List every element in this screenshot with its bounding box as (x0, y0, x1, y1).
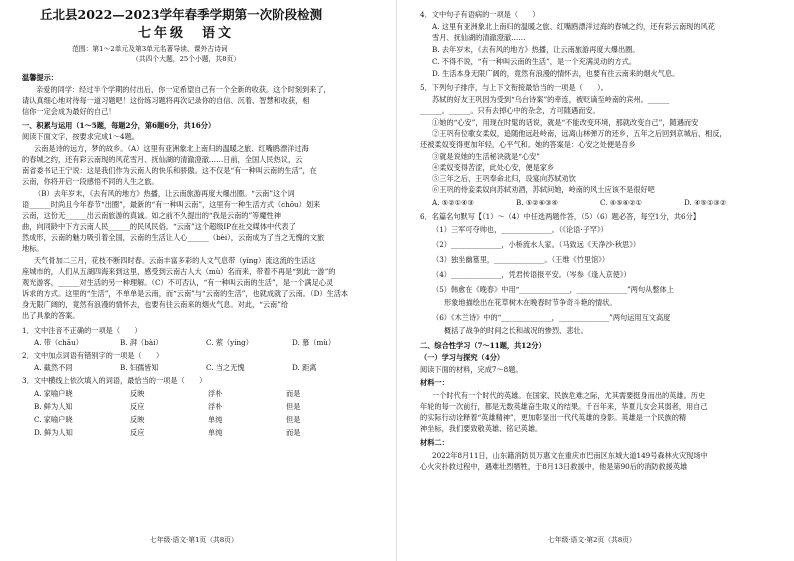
q5-sentence: ②王巩有位歌女柔奴，追随他远赴岭南，远离山林弹万的还乡，五年之后回到京城后，相反， (432, 129, 727, 138)
question-4: 4．文中句子有语病的一项是（ ） (420, 10, 540, 19)
q3-option-c[interactable]: C. 家喻户晓 (34, 415, 73, 424)
question-5: 5．下列句子排序，与上下文衔接最恰当的一项是（ ）。 (420, 83, 608, 92)
question-2: 2．文中加点词语有错别字的一项是（ ） (22, 351, 164, 360)
q5-option-b[interactable]: B. ⑤②⑥③④ (516, 198, 559, 207)
q3-cell: 但是 (286, 415, 301, 424)
question-3: 3．文中横线上依次填入的词语，最恰当的一项是（ ） (22, 376, 207, 385)
material-2-line: 2022年8月11日，山东籍消防员万惠文在重庆市巴南区东城大道149号森林火灾现场中 (432, 451, 708, 460)
page-footer: 七年级·语文·第2页（共8页） (548, 536, 636, 544)
tip-line: 亲爱的同学：经过半个学期的付出后，你一定希望自己有一个全新的收获。这个时刻到来了， (36, 85, 331, 94)
q5-line: ______。______。只有去掉心中的杂念，方可随遇而安。 (420, 106, 600, 115)
passage-line: （B）去年岁末，《去有风的地方》热播，让云南旅游再度大爆出圈。“云南”这个词 (34, 189, 295, 198)
tip-heading: 温馨提示： (22, 73, 58, 82)
tip-line: 请认真细心地对待每一道习题吧！这份练习题将再次记录你的自信、沉着、智慧和收获，相 (22, 96, 310, 105)
q1-option-a[interactable]: A. 带（chāu） (34, 338, 83, 347)
q3-cell: 浮朴 (208, 389, 223, 398)
passage-line: 出了具象的答案。 (22, 311, 80, 320)
section-2-heading: 二、综合性学习（7～11题，共12分） (420, 341, 546, 350)
exam-format: （共四个大题，25个小题，共8页） (132, 55, 241, 63)
material-1-line: 一个时代有一个时代的英雄。在国家、民族危难之际，尤其需要挺身而出的英雄。历史 (432, 391, 706, 400)
page-divider (396, 0, 397, 561)
passage-line: 云南，你将开启一段感悟不同的人生之旅。 (22, 177, 159, 186)
passage-line: 的春城之约，还有彩云南现的风花雪月、抚仙湖的清澈澄澈……日前，全国人民热议，云 (22, 155, 303, 164)
q3-cell: 单纯 (208, 428, 223, 437)
passage-line: 然成形，云南的魅力吸引着全国，云南的生活让人心______（bèi），云南成为了当之无愧的文旅 (22, 233, 325, 242)
q5-sentence: ①她的“心安”，用现在时髦的话说，就是“不能改变环境，那就改变自己”，随遇而安 (432, 118, 699, 127)
q3-cell: 反应 (130, 428, 145, 437)
passage-line: 观光游客，______对生活的另一种理解。（C）不可否认，“有一种叫云南的生活”，是一个满足心灵 (22, 278, 334, 287)
q3-cell: 反映 (130, 389, 145, 398)
q2-option-c[interactable]: C. 当之无愧 (206, 363, 245, 372)
q3-cell: 反应 (130, 402, 145, 411)
section-2-intro: 阅读下面的材料，完成7～8题。 (420, 365, 523, 374)
exam-scope: 范围：第1～2单元及第3单元名著导读、课外古诗词 (72, 45, 228, 53)
q2-option-d[interactable]: D. 距离 (292, 363, 317, 372)
q3-option-a[interactable]: A. 家喻户晓 (34, 389, 73, 398)
material-1-line: 神坐标，我们要致敬英雄、铭记英雄。 (420, 424, 543, 433)
q4-option-d[interactable]: D. 生活本身无限广阔的，竟然有浪漫的情怀去，也要有往云南来的烟火气息。 (432, 69, 680, 78)
q4-option-b[interactable]: B. 去年岁末，《去有风的地方》热播，让云南旅游再度大爆出圈。 (432, 45, 640, 54)
q3-cell: 而是 (286, 389, 301, 398)
material-2-title: 材料二： (420, 438, 449, 447)
q5-option-d[interactable]: D. ④⑤①③② (684, 198, 727, 207)
passage-line: 曲，向同龄中下方云南人民______的民风民俗。“云南”这个超级IP在社交媒体中代表了 (22, 222, 296, 231)
q6-continuation: 概括了战争的时间之长和战况的惨烈、悲壮。 (444, 326, 588, 335)
passage-line: 南省委书记王宁说：这是我们作为云南人的快乐和骄傲。这不仅是“有一种叫云南的生活”，在 (22, 166, 317, 175)
section-1-heading: 一、积累与运用（1～5题，每题2分，第6题6分，共16分） (22, 121, 216, 130)
q4-option-a[interactable]: A. 这里有亚洲象北上南归的温暖之旅、红嘴鸥漂洋过海的春城之约，还有彩云南现的风花 (432, 22, 715, 31)
q6-blank-line[interactable]: （4）______________，凭君传语报平安。（岑参《逢入京使》） (432, 270, 631, 279)
q3-cell: 单纯 (208, 415, 223, 424)
passage-line: 语______时尚且今年春节“出圈”，最新的“有一种叫云南”，这里有一种生活方式（chōu）划来 (22, 200, 321, 209)
passage-line: 地标。 (22, 244, 44, 253)
q1-option-d[interactable]: D. 慕（mù） (292, 338, 336, 347)
q5-option-c[interactable]: C. ④⑤⑥②① (600, 198, 643, 207)
passage-line: 诉求的方式。这里的“生活”，不单单是云南，而“云南”与“云南的生活”，也就成就了云南。（D）生活本 (22, 289, 349, 298)
q6-blank-line[interactable]: （3）独坐幽篁里，______________。（王维《竹里馆》） (432, 255, 610, 264)
passage-line: 天气骨加二三月，花枝不断四时春。云南丰富多彩的人文气息带（yǐng）流这流的生活这 (34, 256, 316, 265)
q5-sentence: ⑤三年之后，王巩奉命北归，设宴向苏轼劝饮 (432, 174, 576, 183)
question-6: 6．名篇名句默写【（1）～（4）中任选两题作答，（5）（6）题必答，每空1分，共6分】 (420, 212, 700, 221)
material-1-title: 材料一： (420, 378, 449, 387)
passage-line: 座城市的，人们从五湖四海来到这里，感受到云南古人大（mù）名而来，带着不再是“到此一游”的 (22, 267, 336, 276)
q2-option-a[interactable]: A. 截然不同 (34, 363, 73, 372)
exam-page-1 (0, 0, 396, 561)
q6-continuation: 形象地描绘出在花草树木在晚春时节争奇斗艳的情状。 (444, 298, 617, 307)
page-footer: 七年级·语文·第1页（共8页） (150, 536, 238, 544)
q6-blank-line[interactable]: （5）韩愈在《晚春》中用“______________，______________”两句从整体上 (432, 285, 674, 294)
q1-option-b[interactable]: B. 湃（bài） (120, 338, 163, 347)
exam-page-2 (398, 0, 794, 561)
q5-sentence: ④柔奴变得苦涩，此处心安，便是家乡 (432, 163, 555, 172)
material-2-line: 心火灾扑救过程中，遇难壮烈牺牲，于8月13日救援中，他是第90后的消防救援英雄 (420, 462, 688, 471)
q6-blank-line[interactable]: （1）三军可夺帅也，______________。（《论语·子罕》） (432, 225, 608, 234)
passage-line: 身无限广阔的，竟然有浪漫的情怀去，也要有往云南来的烟火气息。对此，“云南”给 (22, 300, 289, 309)
section-2-subheading: （一）学习与探究（4分） (420, 353, 505, 362)
q3-option-d[interactable]: D. 鲜为人知 (34, 428, 73, 437)
q2-option-b[interactable]: B. 妇孺皆知 (120, 363, 159, 372)
q3-option-b[interactable]: B. 鲜为人知 (34, 402, 73, 411)
q3-cell: 浮朴 (208, 402, 223, 411)
q3-cell: 但是 (286, 402, 301, 411)
tip-line: 信你一定会成为最好的自己！ (22, 107, 116, 116)
q1-option-c[interactable]: C. 萦（yíng） (206, 338, 253, 347)
exam-subtitle: 七年级 语文 (138, 26, 235, 41)
q4-option-a-cont: 雪月、抚仙湖的清澈澄澈…… (432, 33, 526, 42)
q4-option-c[interactable]: C. 不得不说，“有一种叫云南的生活”，是一个充满灵动的方式。 (432, 57, 637, 66)
q3-cell: 而是 (286, 428, 301, 437)
material-1-line: 的实际行动诠释着“英雄精神”，更加彰显出一代代英雄的身影。英雄是一个民族的精 (420, 413, 687, 422)
q5-line: 苏轼的好友王巩因为受到“乌台诗案”的牵连，被贬谪至岭南的宾州。______ (432, 95, 670, 104)
q5-sentence: 还被柔奴变得更加年轻，心平气和。她的答案是：心安之处便是吾乡 (420, 140, 636, 149)
passage-line: 云南，这份无______出云南旅游的真诚。如之前不久提出的“我是云南的”等魔性神 (22, 211, 281, 220)
q6-blank-line[interactable]: （6）《木兰诗》中的“______________，______________”两句运用互文高度 (432, 313, 671, 322)
exam-title: 丘北县2022—2023学年春季学期第一次阶段检测 (40, 7, 323, 22)
material-1-line: 年轮的每一次前行，都是无数英雄奋生取义的结果。千百年来，华夏儿女会其弱者，用自己 (420, 402, 708, 411)
q5-sentence: ⑥王巩的侍妾柔奴向苏轼劝酒，苏轼问她，岭南的风土应该不是很好吧 (432, 185, 655, 194)
q5-option-a[interactable]: A. ⑤②①④③ (432, 198, 474, 207)
section-1-intro: 阅读下面文字，按要求完成1～4题。 (22, 132, 139, 141)
q6-blank-line[interactable]: （2）______________，小桥流水人家。（马致远《天净沙·秋思》） (432, 240, 641, 249)
passage-line: 云南是诗的远方，梦的故乡。（A）这里有亚洲象北上南归的温暖之旅、红嘴鸥漂洋过海 (34, 144, 309, 153)
q5-sentence: ③就是说她的生活秘诀就是“心安” (432, 152, 540, 161)
question-1: 1．文中注音不正确的一项是（ ） (22, 326, 142, 335)
q3-cell: 反映 (130, 415, 145, 424)
